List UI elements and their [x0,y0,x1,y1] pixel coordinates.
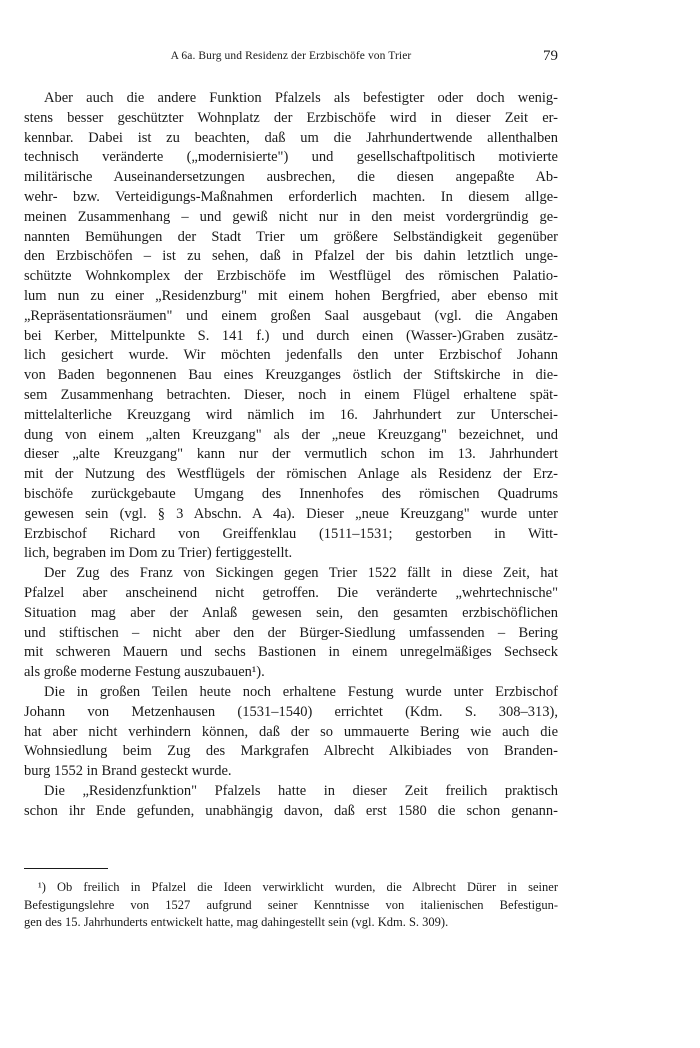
text-line: schützte Wohnkomplex der Erzbischöfe im Westflügel des römischen Palatio- [24,268,558,285]
text-line: hat aber nicht verhindern können, daß der so ummauerte Bering wie auch die [24,723,558,740]
text-line: burg 1552 in Brand gesteckt wurde. [24,763,232,780]
text-line: Der Zug des Franz von Sickingen gegen Trier 1522 fällt in diese Zeit, hat [44,565,558,582]
text-line: wehr- bzw. Verteidigungs-Maßnahmen erforderlich machten. In diesem allge- [24,188,558,205]
text-line: von Baden begonnenen Bau eines Kreuzganges östlich der Stiftskirche in die- [24,367,558,384]
text-line: Situation mag aber der Anlaß gewesen sein, den gesamten erzbischöflichen [24,604,558,621]
text-line: Die „Residenzfunktion" Pfalzels hatte in dieser Zeit freilich praktisch [44,782,558,799]
text-line: mittelalterliche Kreuzgang wird nämlich im 16. Jahrhundert zur Unterschei- [24,406,558,423]
text-line: gewesen sein (vgl. § 3 Abschn. A 4a). Dieser „neue Kreuzgang" wurde unter [24,505,558,522]
text-line: den Erzbischöfen – ist zu sehen, daß in Pfalzel der bis dahin letztlich unge- [24,248,558,265]
text-line: lich gesichert wurde. Wir möchten jedenfalls den unter Erzbischof Johann [24,347,558,364]
text-line: stens besser geschützter Wohnplatz der Erzbischöfe wird in dieser Zeit er- [24,109,558,126]
text-line: mit schweren Mauern und sechs Bastionen in einem unregelmäßiges Sechseck [24,644,558,661]
body-text [24,89,558,821]
text-line: bischöfe zurückgebaute Umgang des Innenhofes des römischen Quadrums [24,485,558,502]
page-number: 79 [543,48,558,64]
text-line: Wohnsiedlung beim Zug des Markgrafen Albrecht Alkibiades von Branden- [24,743,558,760]
footnote-line: gen des 15. Jahrhunderts entwickelt hatte, mag dahingestellt sein (vgl. Kdm. S. 309). [24,915,449,929]
text-line: bei Kerber, Mittelpunkte S. 141 f.) und durch einen (Wasser-)Graben zusätz- [24,327,558,344]
footnote-rule [24,868,108,869]
footnote-line: ¹) Ob freilich in Pfalzel die Ideen verwirklicht wurden, die Albrecht Dürer in seiner [38,880,558,894]
text-line: Aber auch die andere Funktion Pfalzels als befestigter oder doch wenig- [44,90,558,106]
text-line: schon ihr Ende gefunden, unabhängig davon, daß erst 1580 die schon genann- [24,802,558,819]
text-line: Johann von Metzenhausen (1531–1540) errichtet (Kdm. S. 308–313), [24,703,558,720]
text-line: dung von einem „alten Kreuzgang" als der „neue Kreuzgang" bezeichnet, und [24,426,558,443]
footnotes [24,879,558,932]
text-line: meinen Zusammenhang – und gewiß nicht nur in den meist vordergründig ge- [24,208,558,225]
text-line: lum nun zu einer „Residenzburg" mit einem hohen Bergfried, aber ebenso mit [24,287,558,304]
page-header [24,48,558,68]
text-line: militärische Auseinandersetzungen ausbrechen, die diesen angepaßte Ab- [24,169,558,186]
text-line: mit der Nutzung des Westflügels der römischen Anlage als Residenz der Erz- [24,466,558,483]
text-line: „Repräsentationsräumen" und einem großen Saal ausgebaut (vgl. die Angaben [24,307,558,324]
text-line: Die in großen Teilen heute noch erhaltene Festung wurde unter Erzbischof [44,683,558,700]
footnote-line: Befestigungslehre von 1527 aufgrund seiner Kenntnisse von italienischen Befestigun- [24,897,558,912]
text-line: als große moderne Festung auszubauen¹). [24,664,265,681]
text-line: sem Zusammenhang betrachten. Dieser, noch in einem Flügel erhaltene spät- [24,386,558,403]
running-head: A 6a. Burg und Residenz der Erzbischöfe von Trier [170,50,412,62]
text-line: nannten Bemühungen der Stadt Trier um größere Selbständigkeit gegenüber [24,228,558,245]
text-line: und stiftischen – nicht aber den der Bürger-Siedlung umfassenden – Bering [24,624,558,641]
text-line: kennbar. Dabei ist zu beachten, daß um die Jahrhundertwende allenthalben [24,129,558,146]
text-line: dieser „alte Kreuzgang" kann nur der vermutlich schon im 13. Jahrhundert [24,446,558,463]
text-line: Erzbischof Richard von Greiffenklau (1511–1531; gestorben in Witt- [24,525,558,542]
text-line: lich, begraben im Dom zu Trier) fertiggestellt. [24,545,293,562]
text-line: Pfalzel aber anscheinend nicht getroffen. Die veränderte „wehrtechnische" [24,584,558,601]
text-line: technisch veränderte („modernisierte") und gesellschaftpolitisch motivierte [24,149,558,166]
